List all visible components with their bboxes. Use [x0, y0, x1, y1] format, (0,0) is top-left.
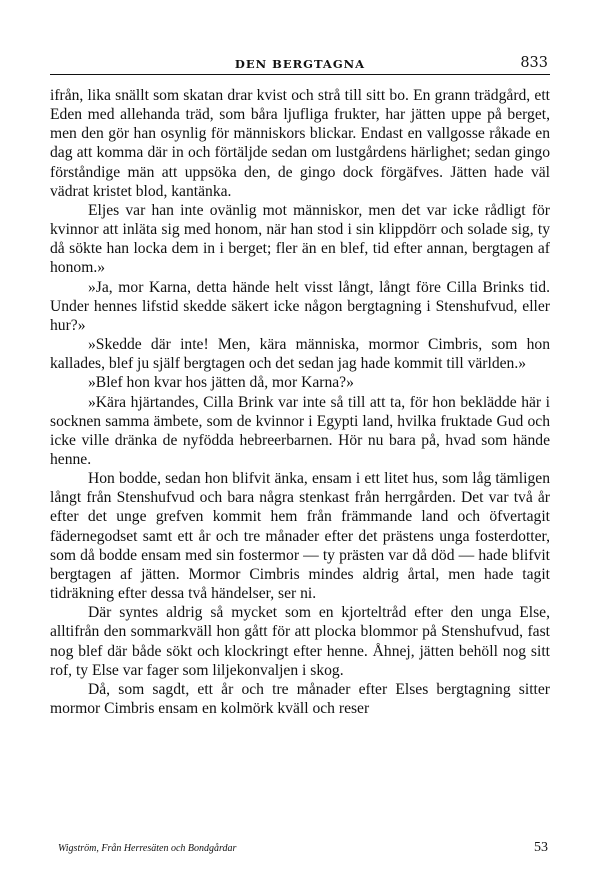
- running-title: DEN BERGTAGNA: [234, 57, 366, 71]
- signature-mark: 53: [534, 840, 548, 855]
- body-text: [50, 86, 550, 718]
- paragraph: »Ja, mor Karna, detta hände helt visst långt, långt före Cilla Brinks tid. Under hennes lifstid skedde säkert icke någon bergtagning i Stenshufvud, eller hur?»: [50, 278, 550, 334]
- paragraph: »Kära hjärtandes, Cilla Brink var inte så till att ta, för hon beklädde här i socknen samma ämbete, som de kvinnor i Egypti land, hvilka fruktade Gud och icke ville dränka de nyfödda hebreerbarnen. Hör nu bara på, hvad som hände henne.: [50, 393, 550, 468]
- book-page: [50, 0, 550, 882]
- footer-credit: Wigström, Från Herresäten och Bondgårdar: [58, 843, 237, 854]
- paragraph: Där syntes aldrig så mycket som en kjorteltråd efter den unga Else, alltifrån den sommarkväll hon gått för att plocka blommor på Stenshufvud, fast nog blef där både sökt och klockringt efter henne. Åhnej, jätten behöll nog sitt rof, ty Else var fager som liljekonvaljen i skog.: [50, 604, 550, 679]
- paragraph: Då, som sagdt, ett år och tre månader efter Elses bergtagning sitter mormor Cimbris ensam en kolmörk kväll och reser: [50, 680, 550, 717]
- page-footer: [50, 840, 550, 860]
- paragraph: ifrån, lika snällt som skatan drar kvist och strå till sitt bo. En grann trädgård, ett Eden med allehanda träd, som båra ljufliga frukter, har jätten uppe på berget, men den gör han osynlig för människors blickar. Endast en vallgosse råkade en dag att komma där in och förtäljde sedan om lustgårdens härlighet; sedan gingo förståndige män att uppsöka den, de gingo dock förgäfves. Jätten hade väl vädrat kristet blod, kantänka.: [50, 87, 550, 200]
- paragraph: »Skedde där inte! Men, kära människa, mormor Cimbris, som hon kallades, blef ju själf bergtagen och det sedan jag hade kommit till världen.»: [50, 336, 550, 373]
- paragraph: Eljes var han inte ovänlig mot människor, men det var icke rådligt för kvinnor att inläta sig med honom, när han stod i sin klippdörr och solade sig, ty då sökte han locka dem in i berget; fler än en blef, tid efter annan, bergtagen af honom.»: [50, 201, 550, 277]
- paragraph: Hon bodde, sedan hon blifvit änka, ensam i ett litet hus, som låg tämligen långt från Stenshufvud och bara några stenkast från herrgården. Det var två år efter det unge grefven kommit hem från främmande land och öfvertagit fädernegodset samt ett år och tre månader efter det prästens unga fosterdotter, som då bodde ensam med sin fostermor — ty prästen var då död — hade blifvit bergtagen af jätten. Mormor Cimbris mindes aldrig årtal, men hade tagit tidräkning efter dessa två händelser, ser ni.: [50, 470, 550, 603]
- page-number: 833: [520, 55, 548, 71]
- header-rule: [50, 74, 550, 75]
- paragraph: »Blef hon kvar hos jätten då, mor Karna?»: [88, 374, 354, 392]
